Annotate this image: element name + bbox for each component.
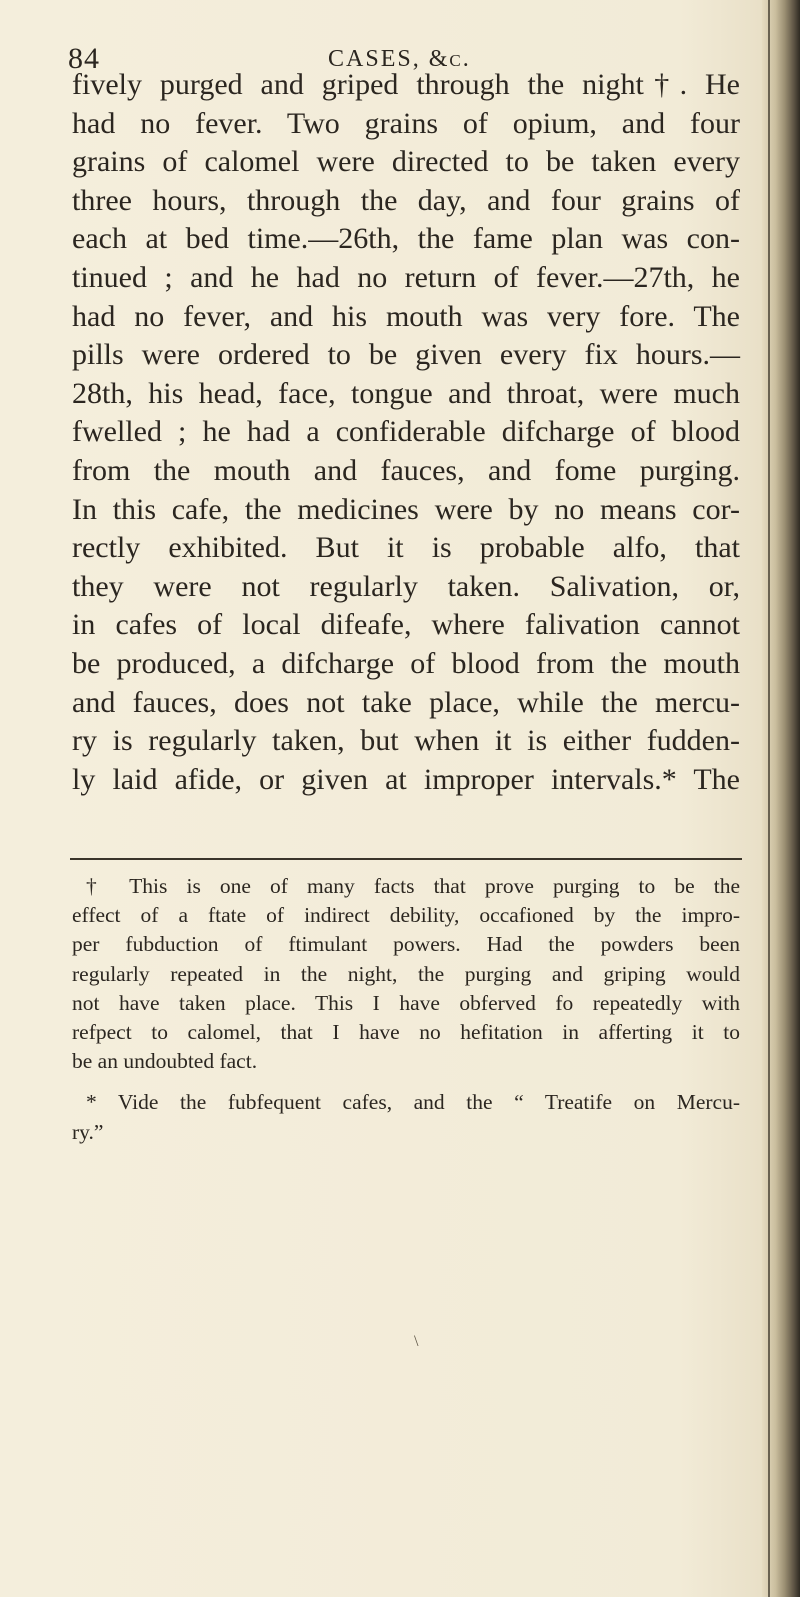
- footnote-line: refpect to calomel, that I have no hefitation in afferting it to: [72, 1019, 740, 1044]
- body-line: rectly exhibited. But it is probable alfo, that: [72, 531, 740, 565]
- body-line: grains of calomel were directed to be taken every: [72, 145, 740, 179]
- footnote-line: per fubduction of ftimulant powers. Had the powders been: [72, 932, 740, 957]
- body-line: In this cafe, the medicines were by no means cor-: [72, 492, 740, 526]
- body-line: fively purged and griped through the night†. He: [72, 68, 740, 101]
- body-line: had no fever. Two grains of opium, and four: [72, 106, 740, 140]
- footnote-line: regularly repeated in the night, the purging and griping would: [72, 961, 740, 986]
- body-line: had no fever, and his mouth was very fore. The: [72, 299, 740, 333]
- page-number: 84: [68, 42, 100, 75]
- footnote-line: * Vide the fubfequent cafes, and the “ Treatife on Mercu-: [86, 1090, 740, 1115]
- body-line: ly laid afide, or given at improper intervals.* The: [72, 762, 740, 796]
- body-line: pills were ordered to be given every fix hours.—: [72, 338, 740, 372]
- body-line: 28th, his head, face, tongue and throat, were much: [72, 376, 740, 410]
- footnote-asterisk: [72, 1088, 740, 1146]
- body-text: [72, 66, 740, 799]
- body-line: they were not regularly taken. Salivation, or,: [72, 569, 740, 603]
- body-line: ry is regularly taken, but when it is either fudden-: [72, 724, 740, 758]
- footnotes: [72, 872, 740, 1147]
- footnote-line: be an undoubted fact.: [72, 1049, 258, 1074]
- body-line: be produced, a difcharge of blood from the mouth: [72, 646, 740, 680]
- footnote-gap: [72, 1076, 740, 1088]
- footnote-separator-rule: [70, 858, 742, 860]
- body-line: three hours, through the day, and four grains of: [72, 183, 740, 217]
- body-line: tinued ; and he had no return of fever.—27th, he: [72, 260, 740, 294]
- footnote-line: not have taken place. This I have obferved fo repeatedly with: [72, 990, 740, 1015]
- stray-ink-mark: \: [414, 1333, 419, 1350]
- body-line: and fauces, does not take place, while the mercu-: [72, 685, 740, 719]
- page-gutter-line: [768, 0, 770, 1597]
- body-line: in cafes of local difeafe, where falivation cannot: [72, 608, 740, 642]
- body-line: fwelled ; he had a confiderable difcharge of blood: [72, 415, 740, 449]
- footnote-line: effect of a ftate of indirect debility, occafioned by the impro-: [72, 903, 740, 928]
- body-line: from the mouth and fauces, and fome purging.: [72, 453, 740, 487]
- footnote-line: ry.”: [72, 1119, 104, 1144]
- running-head: CASES, &c.: [328, 46, 471, 72]
- footnote-line: † This is one of many facts that prove purging to be the: [86, 874, 740, 898]
- body-line: each at bed time.—26th, the fame plan was con-: [72, 222, 740, 256]
- footnote-dagger: [72, 872, 740, 1076]
